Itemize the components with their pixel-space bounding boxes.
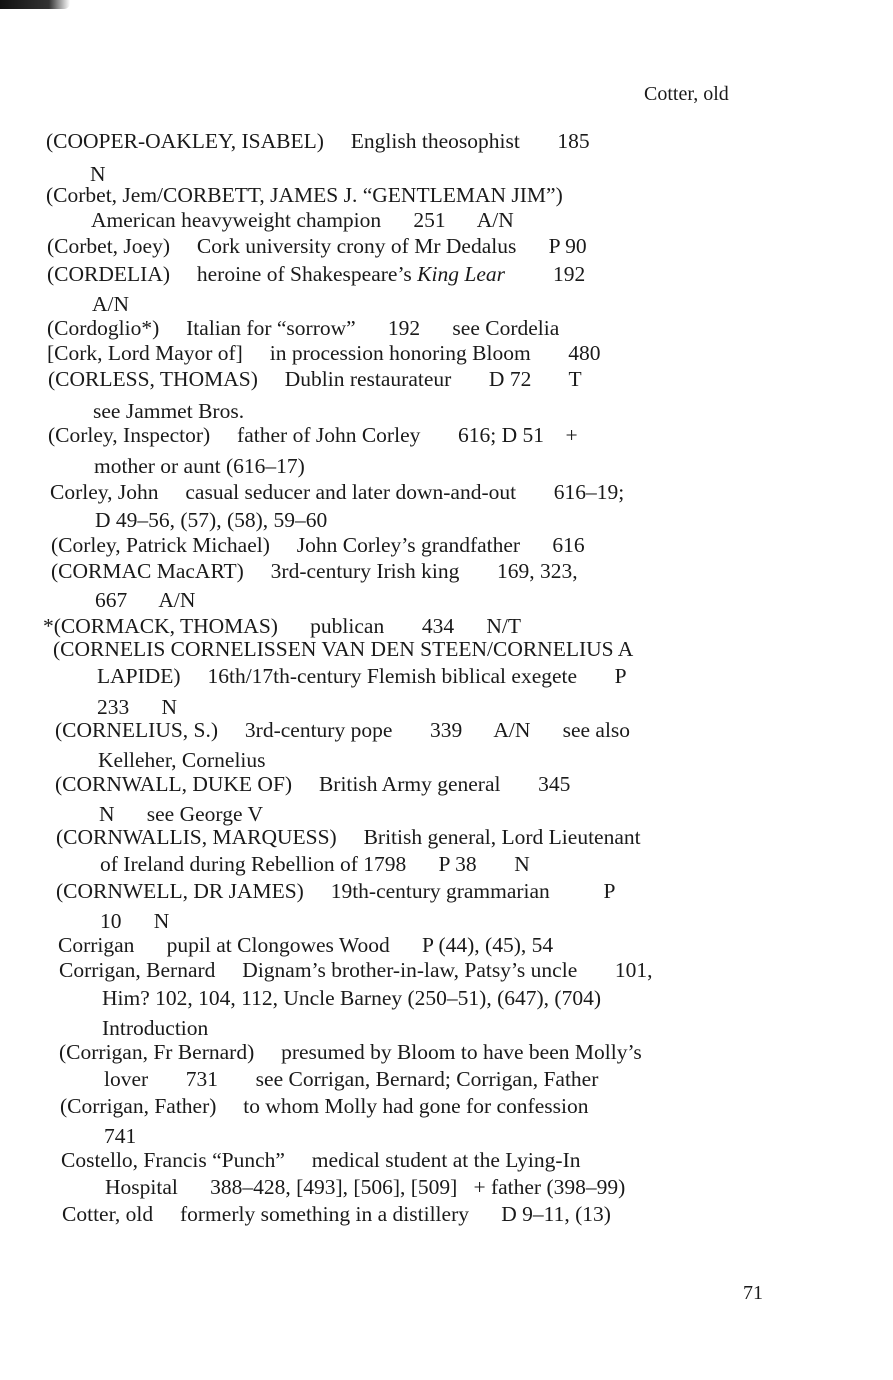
index-line: (CORLESS, THOMAS) Dublin restaurateur D 72 T [48, 367, 582, 391]
index-line: Corrigan, Bernard Dignam’s brother-in-law, Patsy’s uncle 101, [59, 958, 653, 982]
index-line [47, 264, 585, 286]
cordelia-text: (CORDELIA) heroine of Shakespeare’s [47, 262, 418, 286]
index-line: N [90, 162, 106, 186]
index-line: Corley, John casual seducer and later down-and-out 616–19; [50, 480, 625, 504]
index-line: 667 A/N [95, 588, 196, 612]
index-line: *(CORMACK, THOMAS) publican 434 N/T [43, 614, 521, 638]
index-line: (CORMAC MacART) 3rd-century Irish king 169, 323, [51, 559, 578, 583]
index-line: (COOPER-OAKLEY, ISABEL) English theosophist 185 [46, 129, 590, 153]
index-line: (CORNELIUS, S.) 3rd-century pope 339 A/N see also [55, 718, 631, 742]
index-line: Kelleher, Cornelius [98, 748, 266, 772]
index-line: (Corrigan, Fr Bernard) presumed by Bloom to have been Molly’s [59, 1040, 642, 1064]
index-line: (CORNELIS CORNELISSEN VAN DEN STEEN/CORNELIUS A [53, 637, 634, 661]
index-line: 10 N [100, 909, 170, 933]
index-line: (Corbet, Joey) Cork university crony of Mr Dedalus P 90 [47, 234, 587, 258]
index-line: Him? 102, 104, 112, Uncle Barney (250–51), (647), (704) [102, 986, 601, 1010]
page-number: 71 [743, 1282, 763, 1304]
cordelia-page-ref: 192 [552, 262, 586, 286]
index-line: (CORNWALLIS, MARQUESS) British general, Lord Lieutenant [56, 825, 641, 849]
running-head: Cotter, old [644, 83, 729, 105]
index-line: Introduction [102, 1016, 209, 1040]
index-line: Hospital 388–428, [493], [506], [509] + father (398–99) [105, 1175, 626, 1199]
index-line: (Cordoglio*) Italian for “sorrow” 192 see Cordelia [47, 316, 560, 340]
index-line: 741 [104, 1124, 137, 1148]
index-line: LAPIDE) 16th/17th-century Flemish biblical exegete P [97, 664, 627, 688]
index-line: Corrigan pupil at Clongowes Wood P (44), (45), 54 [58, 933, 554, 957]
index-line: (Corley, Inspector) father of John Corley 616; D 51 + [48, 423, 578, 447]
index-line: (CORNWALL, DUKE OF) British Army general 345 [55, 772, 571, 796]
index-line: (Corrigan, Father) to whom Molly had gone for confession [60, 1094, 589, 1118]
index-line: N see George V [99, 802, 264, 826]
index-line: American heavyweight champion 251 A/N [91, 208, 514, 232]
index-line: lover 731 see Corrigan, Bernard; Corrigan, Father [104, 1067, 599, 1091]
index-line: D 49–56, (57), (58), 59–60 [95, 508, 328, 532]
index-line: (Corbet, Jem/CORBETT, JAMES J. “GENTLEMAN JIM”) [46, 183, 563, 207]
cordelia-work-title: King Lear [417, 262, 505, 286]
index-line: Costello, Francis “Punch” medical student at the Lying-In [61, 1148, 581, 1172]
index-line: (Corley, Patrick Michael) John Corley’s grandfather 616 [51, 533, 585, 557]
index-line: A/N [92, 292, 130, 316]
index-line: Cotter, old formerly something in a distillery D 9–11, (13) [62, 1202, 611, 1226]
index-line: 233 N [97, 695, 178, 719]
index-line: see Jammet Bros. [93, 399, 245, 423]
index-line: [Cork, Lord Mayor of] in procession honoring Bloom 480 [47, 341, 601, 365]
index-line: (CORNWELL, DR JAMES) 19th-century grammarian P [56, 879, 616, 903]
index-line: of Ireland during Rebellion of 1798 P 38 N [100, 852, 530, 876]
index-line: mother or aunt (616–17) [94, 454, 305, 478]
